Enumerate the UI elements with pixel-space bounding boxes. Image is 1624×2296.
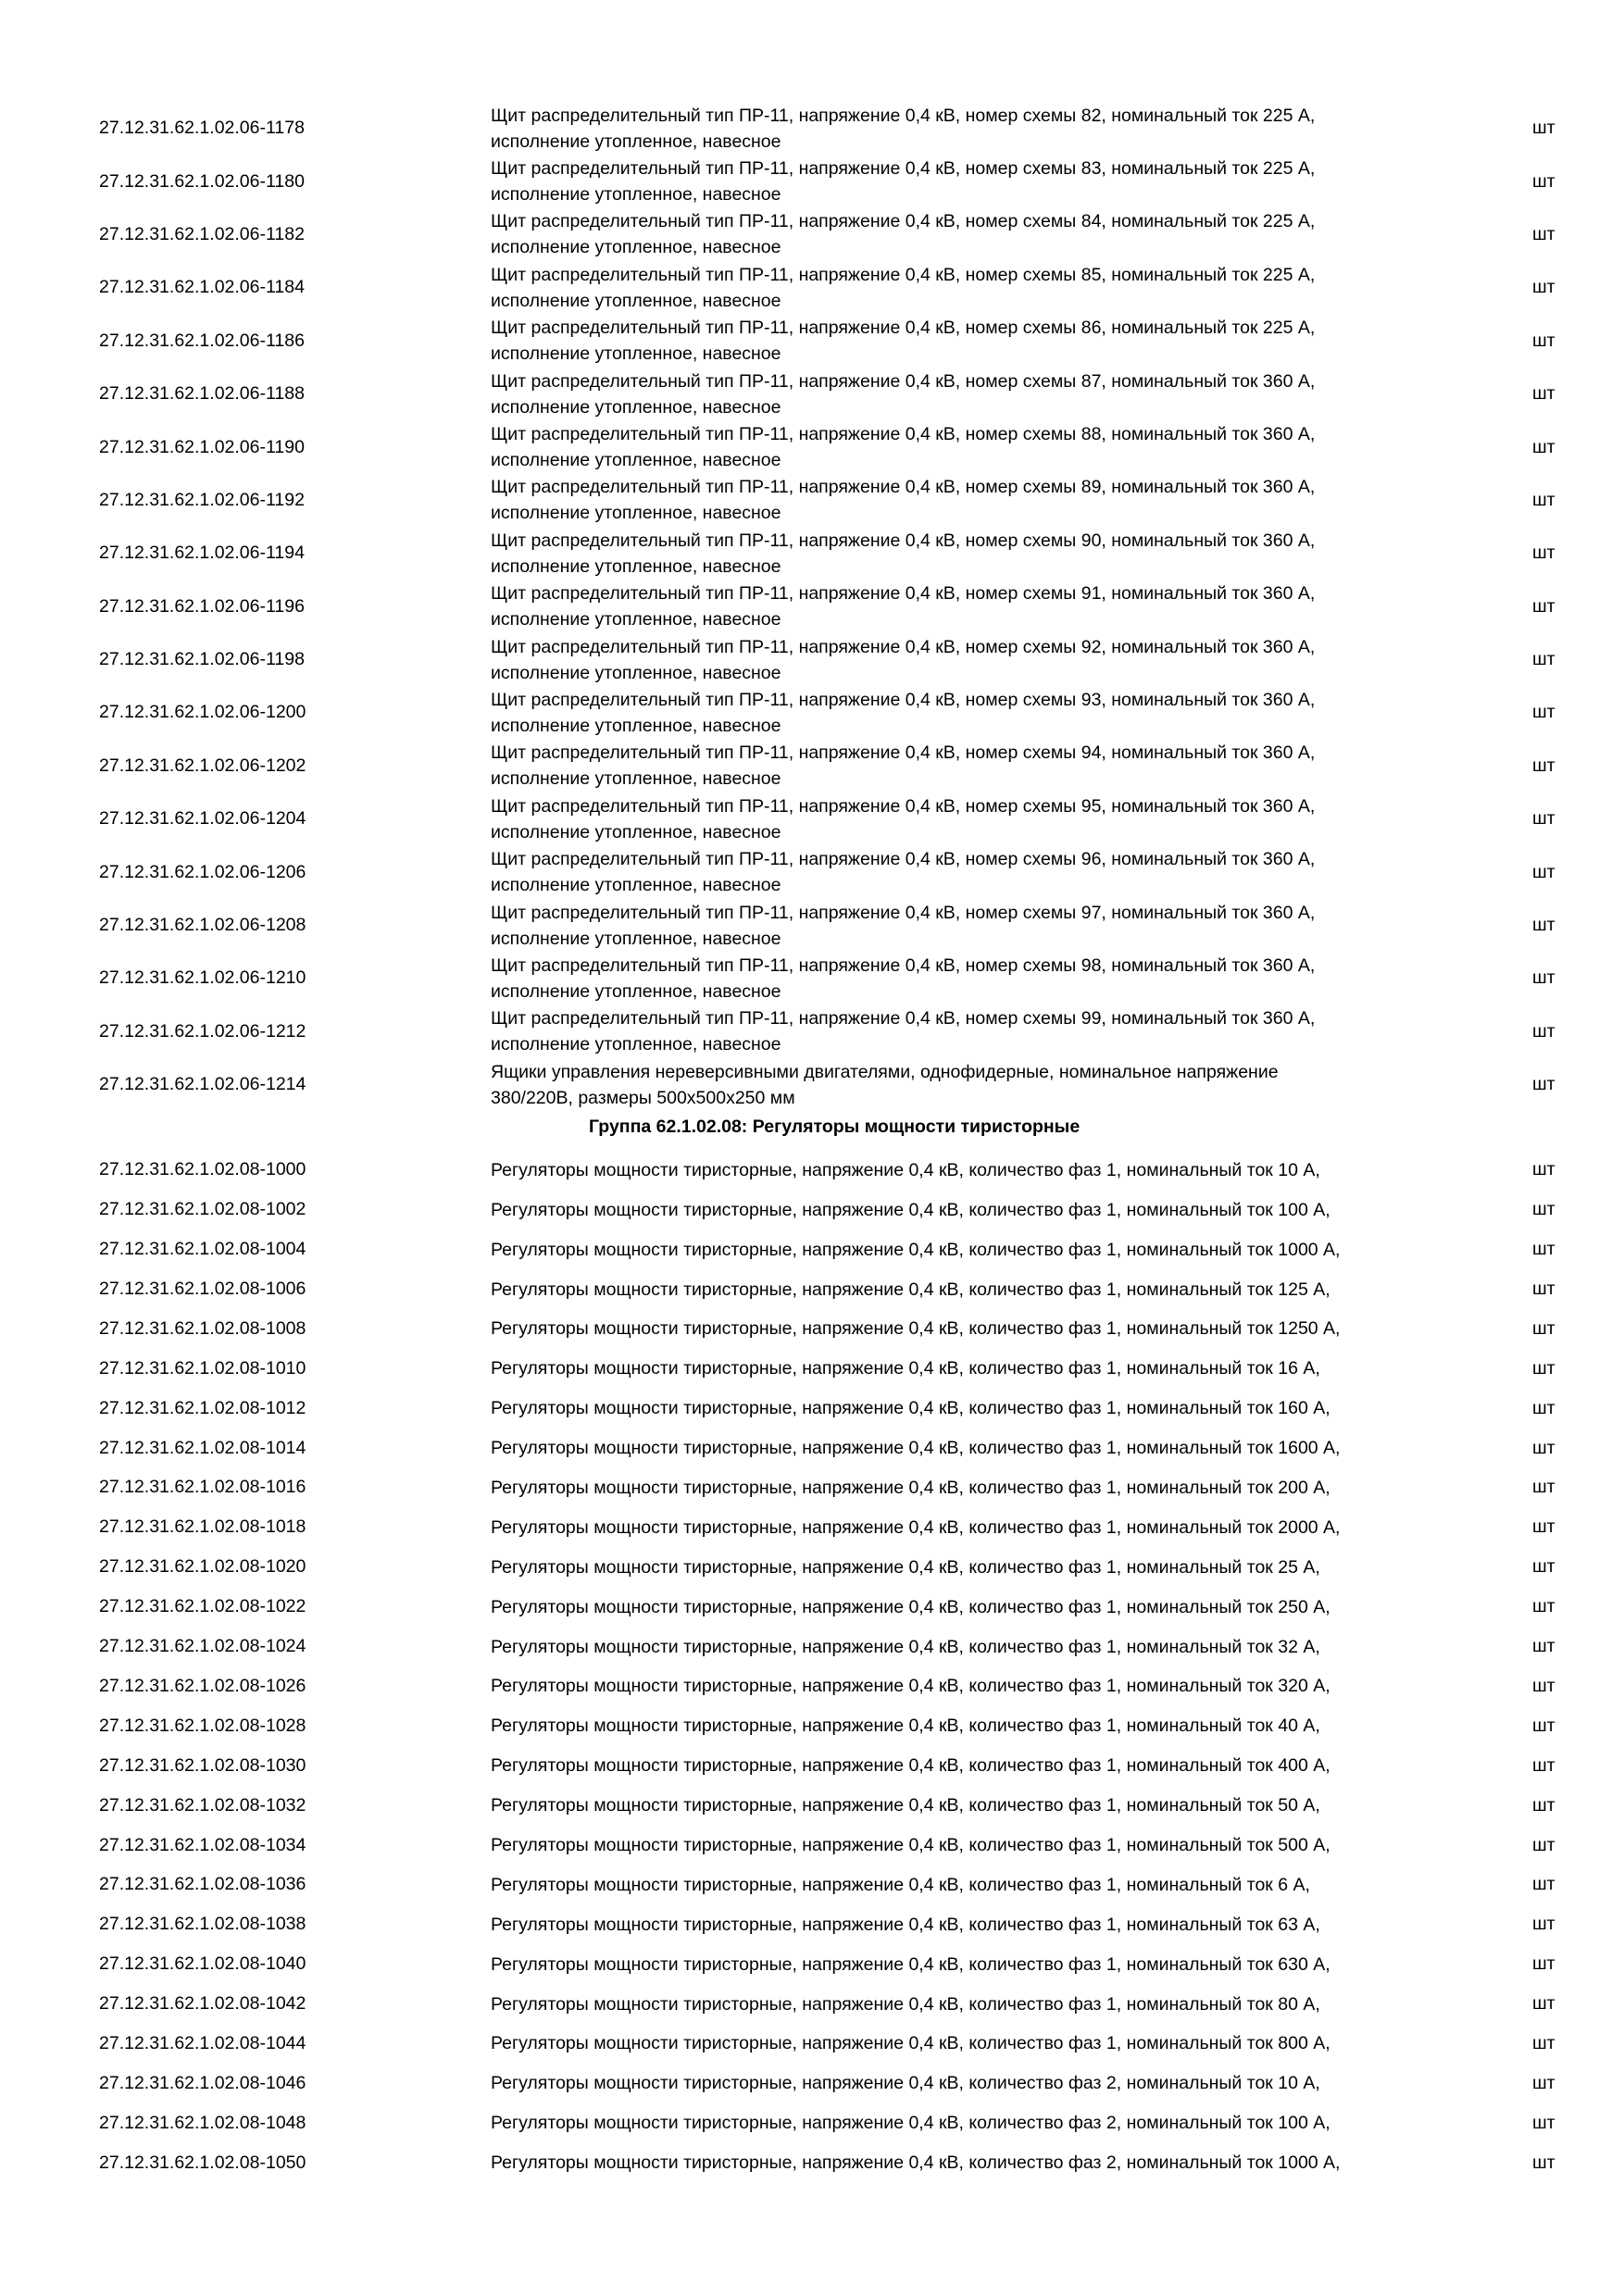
- resource-code: 27.12.31.62.1.02.06-1184: [99, 277, 305, 298]
- resource-description: Щит распределительный тип ПР-11, напряжение 0,4 кВ, номер схемы 86, номинальный ток 225 А, исполнение утопленное, навесное: [491, 318, 1316, 365]
- resource-code: 27.12.31.62.1.02.06-1188: [99, 383, 305, 405]
- resource-description: Регуляторы мощности тиристорные, напряжение 0,4 кВ, количество фаз 1, номинальный ток 16 А,: [491, 1358, 1320, 1379]
- resource-code: 27.12.31.62.1.02.06-1194: [99, 543, 305, 564]
- resource-code: 27.12.31.62.1.02.08-1010: [99, 1357, 306, 1379]
- unit-of-measure: шт: [1532, 118, 1555, 139]
- resource-description: Регуляторы мощности тиристорные, напряжение 0,4 кВ, количество фаз 1, номинальный ток 25 А,: [491, 1556, 1320, 1578]
- resource-description: Ящики управления нереверсивными двигателями, однофидерные, номинальное напряжение 380/220В, размеры 500х500х250 мм: [491, 1061, 1279, 1108]
- resource-code: 27.12.31.62.1.02.08-1004: [99, 1239, 306, 1260]
- unit-of-measure: шт: [1532, 2112, 1555, 2133]
- unit-of-measure: шт: [1532, 2152, 1555, 2173]
- resource-description: Щит распределительный тип ПР-11, напряжение 0,4 кВ, номер схемы 88, номинальный ток 360 А, исполнение утопленное, навесное: [491, 424, 1316, 471]
- table-row: [0, 2064, 1624, 2103]
- unit-of-measure: шт: [1532, 330, 1555, 351]
- unit-of-measure: шт: [1532, 1516, 1555, 1538]
- unit-of-measure: шт: [1532, 649, 1555, 670]
- resource-description: Регуляторы мощности тиристорные, напряжение 0,4 кВ, количество фаз 1, номинальный ток 1000 А,: [491, 1239, 1341, 1260]
- table-row: [0, 315, 1624, 368]
- resource-code: 27.12.31.62.1.02.08-1050: [99, 2152, 306, 2173]
- unit-of-measure: шт: [1532, 1317, 1555, 1339]
- resource-code: 27.12.31.62.1.02.06-1178: [99, 118, 305, 139]
- unit-of-measure: шт: [1532, 543, 1555, 564]
- resource-description: Щит распределительный тип ПР-11, напряжение 0,4 кВ, номер схемы 83, номинальный ток 225 А, исполнение утопленное, навесное: [491, 158, 1316, 206]
- table-row: [0, 1627, 1624, 1666]
- resource-description: Щит распределительный тип ПР-11, напряжение 0,4 кВ, номер схемы 98, номинальный ток 360 А, исполнение утопленное, навесное: [491, 955, 1316, 1002]
- unit-of-measure: шт: [1532, 383, 1555, 405]
- table-row: [0, 1786, 1624, 1826]
- resource-code: 27.12.31.62.1.02.06-1206: [99, 861, 306, 882]
- resource-description: Щит распределительный тип ПР-11, напряжение 0,4 кВ, номер схемы 89, номинальный ток 360 А, исполнение утопленное, навесное: [491, 477, 1316, 524]
- unit-of-measure: шт: [1532, 1397, 1555, 1418]
- group-heading-text: Группа 62.1.02.08: Регуляторы мощности тиристорные: [589, 1117, 1081, 1138]
- unit-of-measure: шт: [1532, 1953, 1555, 1975]
- resource-description: Регуляторы мощности тиристорные, напряжение 0,4 кВ, количество фаз 1, номинальный ток 40 А,: [491, 1716, 1320, 1737]
- table-row: [0, 740, 1624, 792]
- resource-code: 27.12.31.62.1.02.08-1016: [99, 1477, 306, 1498]
- resource-code: 27.12.31.62.1.02.08-1014: [99, 1437, 306, 1458]
- resource-code: 27.12.31.62.1.02.08-1000: [99, 1159, 306, 1180]
- unit-of-measure: шт: [1532, 1675, 1555, 1696]
- resource-code: 27.12.31.62.1.02.06-1200: [99, 702, 306, 723]
- resource-description: Регуляторы мощности тиристорные, напряжение 0,4 кВ, количество фаз 1, номинальный ток 125 А,: [491, 1279, 1330, 1300]
- resource-description: Щит распределительный тип ПР-11, напряжение 0,4 кВ, номер схемы 96, номинальный ток 360 А, исполнение утопленное, навесное: [491, 849, 1316, 896]
- resource-code: 27.12.31.62.1.02.08-1048: [99, 2112, 306, 2133]
- resource-description: Регуляторы мощности тиристорные, напряжение 0,4 кВ, количество фаз 1, номинальный ток 800 А,: [491, 2033, 1330, 2054]
- resource-description: Щит распределительный тип ПР-11, напряжение 0,4 кВ, номер схемы 82, номинальный ток 225 А, исполнение утопленное, навесное: [491, 105, 1316, 152]
- table-row: [0, 261, 1624, 314]
- table-row: [0, 1904, 1624, 1944]
- resource-code: 27.12.31.62.1.02.06-1190: [99, 436, 305, 457]
- table-row: [0, 368, 1624, 420]
- table-row: [0, 1229, 1624, 1269]
- unit-of-measure: шт: [1532, 170, 1555, 192]
- resource-code: 27.12.31.62.1.02.08-1032: [99, 1794, 306, 1816]
- unit-of-measure: шт: [1532, 1874, 1555, 1895]
- resource-description: Регуляторы мощности тиристорные, напряжение 0,4 кВ, количество фаз 2, номинальный ток 10 А,: [491, 2073, 1320, 2094]
- table-row: [0, 155, 1624, 207]
- table-row: [0, 1309, 1624, 1349]
- resource-code: 27.12.31.62.1.02.08-1040: [99, 1953, 306, 1975]
- resource-description: Щит распределительный тип ПР-11, напряжение 0,4 кВ, номер схемы 84, номинальный ток 225 А, исполнение утопленное, навесное: [491, 211, 1316, 258]
- resource-description: Щит распределительный тип ПР-11, напряжение 0,4 кВ, номер схемы 93, номинальный ток 360 А, исполнение утопленное, навесное: [491, 689, 1316, 736]
- resource-description: Регуляторы мощности тиристорные, напряжение 0,4 кВ, количество фаз 1, номинальный ток 1600 А,: [491, 1438, 1341, 1459]
- resource-code: 27.12.31.62.1.02.08-1018: [99, 1516, 306, 1538]
- unit-of-measure: шт: [1532, 755, 1555, 776]
- resource-code: 27.12.31.62.1.02.08-1030: [99, 1754, 306, 1776]
- table-row: [0, 1826, 1624, 1866]
- table-row: [0, 102, 1624, 155]
- table-row: [0, 1429, 1624, 1468]
- table-row: [0, 474, 1624, 527]
- unit-of-measure: шт: [1532, 1715, 1555, 1736]
- resource-description: Регуляторы мощности тиристорные, напряжение 0,4 кВ, количество фаз 2, номинальный ток 1000 А,: [491, 2152, 1341, 2174]
- resource-code: 27.12.31.62.1.02.06-1180: [99, 170, 305, 192]
- resource-description: Регуляторы мощности тиристорные, напряжение 0,4 кВ, количество фаз 1, номинальный ток 80 А,: [491, 1993, 1320, 2015]
- resource-code: 27.12.31.62.1.02.08-1020: [99, 1556, 306, 1578]
- table-row: [0, 2143, 1624, 2183]
- resource-description: Щит распределительный тип ПР-11, напряжение 0,4 кВ, номер схемы 87, номинальный ток 360 А, исполнение утопленное, навесное: [491, 370, 1316, 418]
- unit-of-measure: шт: [1532, 1239, 1555, 1260]
- resource-description: Щит распределительный тип ПР-11, напряжение 0,4 кВ, номер схемы 91, номинальный ток 360 А, исполнение утопленное, навесное: [491, 583, 1316, 630]
- resource-code: 27.12.31.62.1.02.06-1196: [99, 595, 305, 617]
- unit-of-measure: шт: [1532, 1993, 1555, 2015]
- unit-of-measure: шт: [1532, 2032, 1555, 2053]
- table-row: [0, 1984, 1624, 2024]
- table-row: [0, 1468, 1624, 1508]
- resource-code: 27.12.31.62.1.02.06-1182: [99, 223, 305, 244]
- resource-description: Щит распределительный тип ПР-11, напряжение 0,4 кВ, номер схемы 85, номинальный ток 225 А, исполнение утопленное, навесное: [491, 264, 1316, 311]
- table-row: [0, 1746, 1624, 1786]
- unit-of-measure: шт: [1532, 1020, 1555, 1042]
- unit-of-measure: шт: [1532, 1437, 1555, 1458]
- unit-of-measure: шт: [1532, 1834, 1555, 1855]
- resource-description: Регуляторы мощности тиристорные, напряжение 0,4 кВ, количество фаз 1, номинальный ток 2000 А,: [491, 1516, 1341, 1538]
- resource-description: Регуляторы мощности тиристорные, напряжение 0,4 кВ, количество фаз 1, номинальный ток 250 А,: [491, 1596, 1330, 1617]
- unit-of-measure: шт: [1532, 1477, 1555, 1498]
- table-row: [0, 1269, 1624, 1309]
- table-row: [0, 686, 1624, 739]
- unit-of-measure: шт: [1532, 1357, 1555, 1379]
- unit-of-measure: шт: [1532, 1159, 1555, 1180]
- resource-description: Регуляторы мощности тиристорные, напряжение 0,4 кВ, количество фаз 1, номинальный ток 630 А,: [491, 1953, 1330, 1975]
- table-row: [0, 845, 1624, 898]
- resource-code: 27.12.31.62.1.02.06-1202: [99, 755, 306, 776]
- table-row: [0, 952, 1624, 1004]
- unit-of-measure: шт: [1532, 915, 1555, 936]
- table-row: [0, 208, 1624, 261]
- resource-description: Регуляторы мощности тиристорные, напряжение 0,4 кВ, количество фаз 1, номинальный ток 200 А,: [491, 1477, 1330, 1498]
- resource-code: 27.12.31.62.1.02.08-1036: [99, 1874, 306, 1895]
- unit-of-measure: шт: [1532, 1754, 1555, 1776]
- resource-code: 27.12.31.62.1.02.08-1038: [99, 1914, 306, 1935]
- resource-description: Регуляторы мощности тиристорные, напряжение 0,4 кВ, количество фаз 1, номинальный ток 63 А,: [491, 1914, 1320, 1935]
- resource-code: 27.12.31.62.1.02.08-1002: [99, 1199, 306, 1220]
- table-row: [0, 899, 1624, 952]
- table-row: [0, 792, 1624, 845]
- resource-description: Регуляторы мощности тиристорные, напряжение 0,4 кВ, количество фаз 1, номинальный ток 400 А,: [491, 1755, 1330, 1777]
- resource-code: 27.12.31.62.1.02.06-1204: [99, 808, 306, 830]
- unit-of-measure: шт: [1532, 1199, 1555, 1220]
- resource-description: Регуляторы мощности тиристорные, напряжение 0,4 кВ, количество фаз 1, номинальный ток 32 А,: [491, 1636, 1320, 1657]
- table-row: [0, 1349, 1624, 1389]
- unit-of-measure: шт: [1532, 436, 1555, 457]
- resource-description: Регуляторы мощности тиристорные, напряжение 0,4 кВ, количество фаз 1, номинальный ток 100 А,: [491, 1199, 1330, 1220]
- unit-of-measure: шт: [1532, 2072, 1555, 2093]
- resource-code: 27.12.31.62.1.02.08-1008: [99, 1317, 306, 1339]
- resource-code: 27.12.31.62.1.02.08-1006: [99, 1279, 306, 1300]
- table-row: [0, 420, 1624, 473]
- unit-of-measure: шт: [1532, 595, 1555, 617]
- resource-code: 27.12.31.62.1.02.06-1198: [99, 649, 305, 670]
- resource-code: 27.12.31.62.1.02.08-1042: [99, 1993, 306, 2015]
- resource-code: 27.12.31.62.1.02.08-1034: [99, 1834, 306, 1855]
- unit-of-measure: шт: [1532, 1279, 1555, 1300]
- resource-code: 27.12.31.62.1.02.08-1026: [99, 1675, 306, 1696]
- resource-code: 27.12.31.62.1.02.06-1210: [99, 967, 306, 989]
- resource-description: Щит распределительный тип ПР-11, напряжение 0,4 кВ, номер схемы 90, номинальный ток 360 А, исполнение утопленное, навесное: [491, 530, 1316, 577]
- resource-description: Щит распределительный тип ПР-11, напряжение 0,4 кВ, номер схемы 97, номинальный ток 360 А, исполнение утопленное, навесное: [491, 902, 1316, 949]
- unit-of-measure: шт: [1532, 1556, 1555, 1578]
- resource-description: Щит распределительный тип ПР-11, напряжение 0,4 кВ, номер схемы 95, номинальный ток 360 А, исполнение утопленное, навесное: [491, 795, 1316, 842]
- unit-of-measure: шт: [1532, 277, 1555, 298]
- table-row: [0, 633, 1624, 686]
- unit-of-measure: шт: [1532, 861, 1555, 882]
- resource-description: Щит распределительный тип ПР-11, напряжение 0,4 кВ, номер схемы 99, номинальный ток 360 А, исполнение утопленное, навесное: [491, 1008, 1316, 1055]
- table-row: [0, 2024, 1624, 2064]
- resource-code: 27.12.31.62.1.02.06-1208: [99, 915, 306, 936]
- unit-of-measure: шт: [1532, 489, 1555, 510]
- resource-code: 27.12.31.62.1.02.08-1022: [99, 1596, 306, 1617]
- unit-of-measure: шт: [1532, 223, 1555, 244]
- unit-of-measure: шт: [1532, 1636, 1555, 1657]
- unit-of-measure: шт: [1532, 1596, 1555, 1617]
- group-heading: [0, 1111, 1624, 1150]
- table-row: [0, 1706, 1624, 1746]
- unit-of-measure: шт: [1532, 702, 1555, 723]
- resource-description: Регуляторы мощности тиристорные, напряжение 0,4 кВ, количество фаз 1, номинальный ток 160 А,: [491, 1398, 1330, 1419]
- resource-description: Регуляторы мощности тиристорные, напряжение 0,4 кВ, количество фаз 1, номинальный ток 500 А,: [491, 1835, 1330, 1855]
- resource-description: Регуляторы мощности тиристорные, напряжение 0,4 кВ, количество фаз 1, номинальный ток 1250 А,: [491, 1318, 1341, 1340]
- resource-code: 27.12.31.62.1.02.06-1192: [99, 489, 305, 510]
- resource-code: 27.12.31.62.1.02.08-1046: [99, 2072, 306, 2093]
- resource-description: Регуляторы мощности тиристорные, напряжение 0,4 кВ, количество фаз 1, номинальный ток 50 А,: [491, 1795, 1320, 1816]
- resource-code: 27.12.31.62.1.02.08-1028: [99, 1715, 306, 1736]
- table-row: [0, 1058, 1624, 1111]
- table-row: [0, 580, 1624, 633]
- resource-description: Щит распределительный тип ПР-11, напряжение 0,4 кВ, номер схемы 92, номинальный ток 360 А, исполнение утопленное, навесное: [491, 636, 1316, 683]
- unit-of-measure: шт: [1532, 967, 1555, 989]
- unit-of-measure: шт: [1532, 1914, 1555, 1935]
- unit-of-measure: шт: [1532, 1074, 1555, 1095]
- resource-code: 27.12.31.62.1.02.06-1186: [99, 330, 305, 351]
- table-row: [0, 2103, 1624, 2143]
- resource-code: 27.12.31.62.1.02.06-1212: [99, 1020, 306, 1042]
- resource-description: Регуляторы мощности тиристорные, напряжение 0,4 кВ, количество фаз 1, номинальный ток 320 А,: [491, 1676, 1330, 1697]
- resource-description: Регуляторы мощности тиристорные, напряжение 0,4 кВ, количество фаз 1, номинальный ток 10 А,: [491, 1159, 1320, 1180]
- resource-description: Регуляторы мощности тиристорные, напряжение 0,4 кВ, количество фаз 2, номинальный ток 100 А,: [491, 2113, 1330, 2134]
- resource-code: 27.12.31.62.1.02.08-1024: [99, 1636, 306, 1657]
- unit-of-measure: шт: [1532, 1794, 1555, 1816]
- table-row: [0, 1389, 1624, 1429]
- table-row: [0, 1666, 1624, 1706]
- table-row: [0, 1547, 1624, 1587]
- table-section-thyristor-regulators: [0, 1150, 1624, 2182]
- resource-code: 27.12.31.62.1.02.08-1012: [99, 1397, 306, 1418]
- resource-description: Щит распределительный тип ПР-11, напряжение 0,4 кВ, номер схемы 94, номинальный ток 360 А, исполнение утопленное, навесное: [491, 742, 1316, 790]
- resource-code: 27.12.31.62.1.02.08-1044: [99, 2032, 306, 2053]
- table-row: [0, 1507, 1624, 1547]
- table-row: [0, 527, 1624, 580]
- table-row: [0, 1190, 1624, 1229]
- table-row: [0, 1865, 1624, 1904]
- table-row: [0, 1150, 1624, 1190]
- resource-description: Регуляторы мощности тиристорные, напряжение 0,4 кВ, количество фаз 1, номинальный ток 6 А,: [491, 1874, 1310, 1895]
- table-row: [0, 1944, 1624, 1984]
- price-list-page: [0, 102, 1624, 2183]
- table-row: [0, 1587, 1624, 1627]
- table-section-switchboards: [0, 102, 1624, 1111]
- resource-code: 27.12.31.62.1.02.06-1214: [99, 1074, 306, 1095]
- table-row: [0, 1005, 1624, 1058]
- unit-of-measure: шт: [1532, 808, 1555, 830]
